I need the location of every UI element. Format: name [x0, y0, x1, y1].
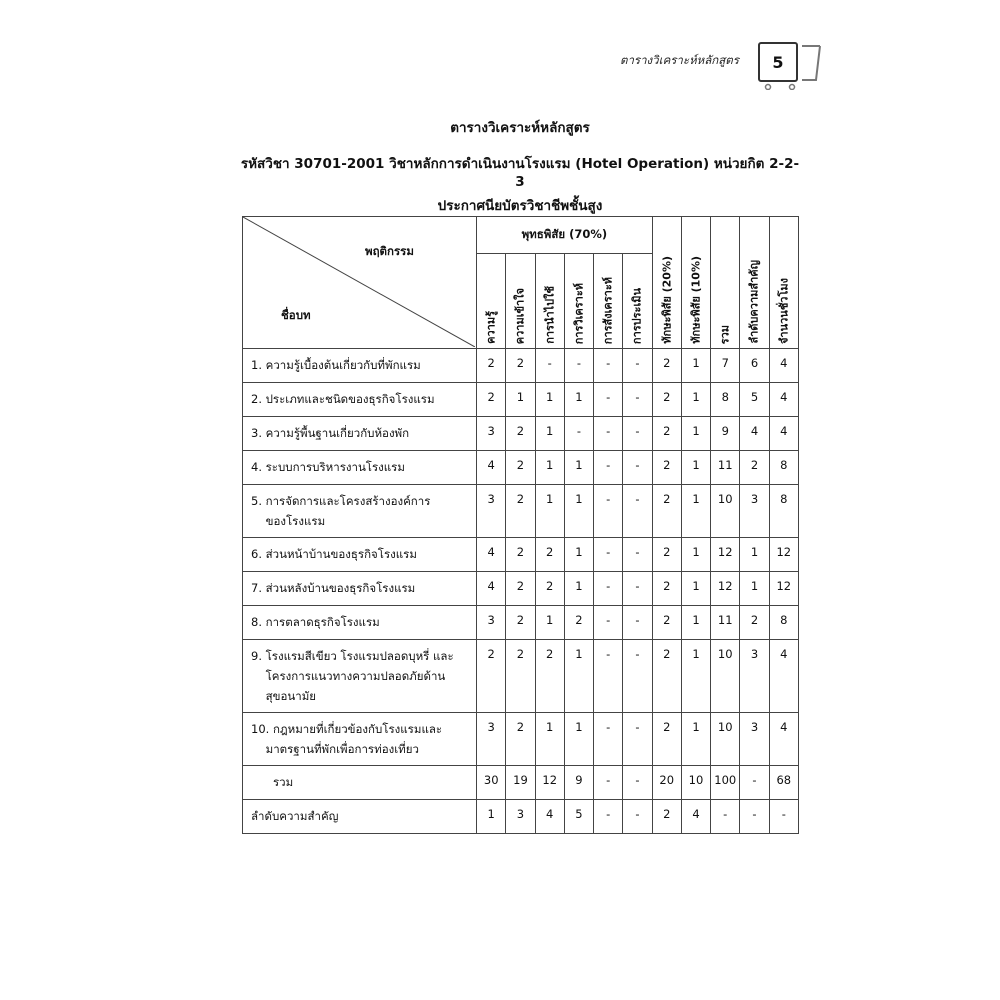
- value-cell: 1: [564, 572, 593, 606]
- value-cell: 20: [652, 766, 681, 800]
- value-cell: -: [594, 606, 623, 640]
- value-cell: 4: [477, 451, 506, 485]
- value-cell: 5: [740, 383, 769, 417]
- value-cell: 9: [564, 766, 593, 800]
- value-cell: 4: [769, 640, 798, 713]
- value-cell: 1: [681, 572, 710, 606]
- value-cell: 2: [506, 606, 535, 640]
- value-cell: 8: [769, 485, 798, 538]
- value-cell: 2: [506, 485, 535, 538]
- header-corner-cell: [243, 217, 477, 349]
- value-cell: -: [623, 572, 652, 606]
- value-cell: 2: [506, 349, 535, 383]
- value-cell: -: [594, 800, 623, 834]
- value-cell: 4: [477, 572, 506, 606]
- value-cell: 1: [535, 485, 564, 538]
- value-cell: 4: [740, 417, 769, 451]
- priority-header: ลำดับความสำคัญ: [740, 217, 769, 349]
- value-cell: -: [623, 485, 652, 538]
- value-cell: 12: [711, 538, 740, 572]
- value-cell: 4: [769, 417, 798, 451]
- table-row: [243, 640, 799, 713]
- value-cell: 4: [769, 383, 798, 417]
- evaluation-header: การประเมิน: [623, 254, 652, 349]
- table-row: [243, 766, 799, 800]
- value-cell: -: [623, 766, 652, 800]
- value-cell: 6: [740, 349, 769, 383]
- value-cell: 4: [535, 800, 564, 834]
- value-cell: 2: [506, 572, 535, 606]
- value-cell: 10: [711, 640, 740, 713]
- value-cell: 2: [652, 800, 681, 834]
- value-cell: 1: [535, 713, 564, 766]
- value-cell: 12: [711, 572, 740, 606]
- row-label-line: สุขอนามัย: [251, 689, 317, 703]
- value-cell: -: [740, 800, 769, 834]
- value-cell: 1: [740, 538, 769, 572]
- value-cell: 1: [681, 451, 710, 485]
- table-row: [243, 451, 799, 485]
- comprehension-header: ความเข้าใจ: [506, 254, 535, 349]
- analysis-header: การวิเคราะห์: [564, 254, 593, 349]
- value-cell: -: [740, 766, 769, 800]
- value-cell: -: [594, 766, 623, 800]
- value-cell: 2: [506, 417, 535, 451]
- value-cell: -: [594, 572, 623, 606]
- table-row: [243, 383, 799, 417]
- value-cell: 7: [711, 349, 740, 383]
- value-cell: 1: [681, 606, 710, 640]
- value-cell: 2: [477, 349, 506, 383]
- value-cell: -: [623, 383, 652, 417]
- value-cell: 2: [652, 485, 681, 538]
- table-row: [243, 800, 799, 834]
- value-cell: 2: [652, 417, 681, 451]
- value-cell: 1: [681, 485, 710, 538]
- value-cell: 8: [769, 451, 798, 485]
- row-label: [243, 383, 477, 417]
- value-cell: 10: [681, 766, 710, 800]
- row-label-line: ลำดับความสำคัญ: [251, 809, 339, 823]
- row-label: [243, 713, 477, 766]
- value-cell: 2: [477, 383, 506, 417]
- value-cell: 9: [711, 417, 740, 451]
- value-cell: -: [623, 713, 652, 766]
- row-label-line: 8. การตลาดธุรกิจโรงแรม: [251, 615, 380, 629]
- value-cell: -: [623, 417, 652, 451]
- subject-title: รหัสวิชา 30701-2001 วิชาหลักการดำเนินงานโรงแรม (Hotel Operation) หน่วยกิต 2-2-3: [240, 156, 800, 190]
- row-label-line: 3. ความรู้พื้นฐานเกี่ยวกับห้องพัก: [251, 426, 410, 440]
- row-label-line: ของโรงแรม: [251, 514, 326, 528]
- application-header: การนำไปใช้: [535, 254, 564, 349]
- table-body: [243, 349, 799, 834]
- value-cell: 2: [506, 713, 535, 766]
- value-cell: 12: [769, 538, 798, 572]
- value-cell: -: [623, 538, 652, 572]
- value-cell: 2: [506, 538, 535, 572]
- value-cell: -: [594, 383, 623, 417]
- value-cell: -: [623, 800, 652, 834]
- table-row: [243, 572, 799, 606]
- diagonal-divider: [243, 217, 475, 347]
- cognitive-domain-header: พุทธพิสัย (70%): [477, 217, 653, 254]
- value-cell: 2: [506, 640, 535, 713]
- value-cell: 30: [477, 766, 506, 800]
- row-label: [243, 606, 477, 640]
- value-cell: 2: [506, 451, 535, 485]
- value-cell: 1: [564, 640, 593, 713]
- value-cell: -: [564, 349, 593, 383]
- value-cell: 3: [740, 485, 769, 538]
- value-cell: -: [623, 451, 652, 485]
- value-cell: 1: [681, 383, 710, 417]
- value-cell: 1: [564, 383, 593, 417]
- row-label: [243, 538, 477, 572]
- behavior-header: พฤติกรรม: [365, 244, 414, 258]
- value-cell: 2: [652, 451, 681, 485]
- value-cell: -: [623, 640, 652, 713]
- level-title: ประกาศนียบัตรวิชาชีพชั้นสูง: [437, 198, 603, 214]
- value-cell: 2: [477, 640, 506, 713]
- value-cell: 1: [535, 606, 564, 640]
- value-cell: 1: [681, 640, 710, 713]
- knowledge-header: ความรู้: [477, 254, 506, 349]
- value-cell: 4: [769, 349, 798, 383]
- value-cell: 8: [711, 383, 740, 417]
- row-label: [243, 485, 477, 538]
- table-row: [243, 713, 799, 766]
- row-label: [243, 640, 477, 713]
- row-label: [243, 451, 477, 485]
- value-cell: 2: [535, 572, 564, 606]
- value-cell: 1: [564, 485, 593, 538]
- value-cell: 2: [652, 349, 681, 383]
- curriculum-analysis-table: [242, 216, 799, 834]
- value-cell: 12: [535, 766, 564, 800]
- value-cell: 10: [711, 713, 740, 766]
- value-cell: -: [594, 713, 623, 766]
- row-label-line: 4. ระบบการบริหารงานโรงแรม: [251, 460, 405, 474]
- value-cell: 12: [769, 572, 798, 606]
- value-cell: 2: [535, 538, 564, 572]
- value-cell: 11: [711, 606, 740, 640]
- row-label-line: 6. ส่วนหน้าบ้านของธุรกิจโรงแรม: [251, 547, 417, 561]
- value-cell: 1: [506, 383, 535, 417]
- value-cell: 2: [652, 572, 681, 606]
- value-cell: 2: [652, 538, 681, 572]
- row-label: [243, 572, 477, 606]
- page-header: [620, 40, 825, 95]
- main-title: ตารางวิเคราะห์หลักสูตร: [450, 120, 590, 136]
- value-cell: 2: [652, 383, 681, 417]
- value-cell: 1: [564, 538, 593, 572]
- value-cell: 1: [535, 383, 564, 417]
- value-cell: 3: [740, 640, 769, 713]
- row-label-line: 10. กฎหมายที่เกี่ยวข้องกับโรงแรมและ: [251, 722, 443, 736]
- affective-header: ทักษะพิสัย (10%): [681, 217, 710, 349]
- page-number-box: [758, 40, 802, 84]
- value-cell: -: [564, 417, 593, 451]
- row-label: [243, 417, 477, 451]
- value-cell: 2: [652, 713, 681, 766]
- value-cell: -: [594, 640, 623, 713]
- value-cell: 3: [477, 713, 506, 766]
- table-row: [243, 485, 799, 538]
- value-cell: 1: [740, 572, 769, 606]
- value-cell: -: [594, 417, 623, 451]
- value-cell: 2: [564, 606, 593, 640]
- row-label-line: โครงการแนวทางความปลอดภัยด้าน: [251, 669, 446, 683]
- value-cell: -: [623, 349, 652, 383]
- table-row: [243, 417, 799, 451]
- hours-header: จำนวนชั่วโมง: [769, 217, 798, 349]
- table-row: [243, 606, 799, 640]
- row-label-line: 1. ความรู้เบื้องต้นเกี่ยวกับที่พักแรม: [251, 358, 421, 372]
- value-cell: 1: [681, 349, 710, 383]
- value-cell: -: [623, 606, 652, 640]
- table-row: [243, 538, 799, 572]
- value-cell: 10: [711, 485, 740, 538]
- value-cell: 1: [477, 800, 506, 834]
- row-label-line: 9. โรงแรมสีเขียว โรงแรมปลอดบุหรี่ และ: [251, 649, 454, 663]
- value-cell: 19: [506, 766, 535, 800]
- row-label: [243, 766, 477, 800]
- value-cell: 3: [740, 713, 769, 766]
- value-cell: 4: [477, 538, 506, 572]
- document-titles: [240, 116, 800, 216]
- value-cell: 5: [564, 800, 593, 834]
- value-cell: 8: [769, 606, 798, 640]
- value-cell: 1: [681, 713, 710, 766]
- row-label-line: 5. การจัดการและโครงสร้างองค์การ: [251, 494, 431, 508]
- value-cell: 1: [681, 417, 710, 451]
- value-cell: 1: [681, 538, 710, 572]
- value-cell: 4: [769, 713, 798, 766]
- value-cell: 4: [681, 800, 710, 834]
- value-cell: 11: [711, 451, 740, 485]
- psychomotor-header: ทักษะพิสัย (20%): [652, 217, 681, 349]
- total-header: รวม: [711, 217, 740, 349]
- value-cell: 2: [535, 640, 564, 713]
- value-cell: -: [769, 800, 798, 834]
- value-cell: 1: [564, 451, 593, 485]
- value-cell: -: [594, 349, 623, 383]
- value-cell: -: [594, 538, 623, 572]
- value-cell: -: [594, 451, 623, 485]
- value-cell: -: [594, 485, 623, 538]
- chapter-header: ชื่อบท: [281, 308, 311, 322]
- value-cell: 3: [477, 606, 506, 640]
- value-cell: 1: [564, 713, 593, 766]
- synthesis-header: การสังเคราะห์: [594, 254, 623, 349]
- value-cell: 1: [535, 451, 564, 485]
- page-number: 5: [758, 42, 798, 82]
- row-label-line: 7. ส่วนหลังบ้านของธุรกิจโรงแรม: [251, 581, 416, 595]
- value-cell: 68: [769, 766, 798, 800]
- value-cell: 3: [477, 485, 506, 538]
- value-cell: -: [535, 349, 564, 383]
- value-cell: 1: [535, 417, 564, 451]
- row-label-line: รวม: [273, 775, 294, 789]
- value-cell: 2: [740, 606, 769, 640]
- row-label: [243, 349, 477, 383]
- running-title: ตารางวิเคราะห์หลักสูตร: [620, 53, 739, 67]
- value-cell: 2: [740, 451, 769, 485]
- row-label-line: 2. ประเภทและชนิดของธุรกิจโรงแรม: [251, 392, 435, 406]
- row-label-line: มาตรฐานที่พักเพื่อการท่องเที่ยว: [251, 742, 419, 756]
- value-cell: 2: [652, 640, 681, 713]
- value-cell: 100: [711, 766, 740, 800]
- value-cell: -: [711, 800, 740, 834]
- value-cell: 3: [477, 417, 506, 451]
- table-row: [243, 349, 799, 383]
- value-cell: 3: [506, 800, 535, 834]
- value-cell: 2: [652, 606, 681, 640]
- row-label: [243, 800, 477, 834]
